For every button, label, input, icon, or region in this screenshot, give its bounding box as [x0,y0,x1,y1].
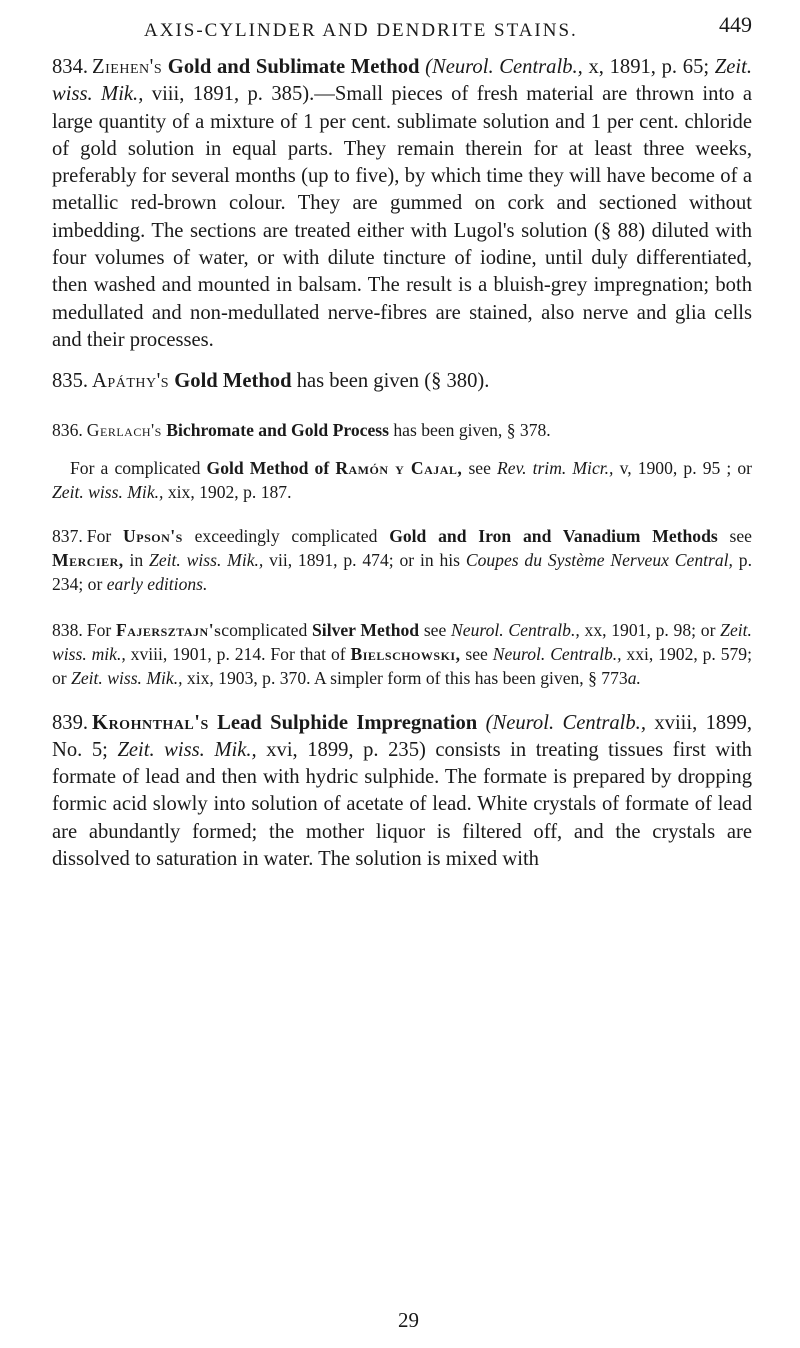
author-name: Gerlach's [86,419,162,440]
author-name: Mercier, [52,549,124,570]
signature-mark: 29 [398,1308,419,1332]
journal-reference: Neurol. Centralb., [451,619,580,640]
journal-reference: Zeit. wiss. mik., [52,619,752,664]
entry-number: 838. [52,619,83,640]
reference-detail: xviii, 1901, p. 214. For that of [130,643,346,664]
running-head-title: AXIS-CYLINDER AND DENDRITE STAINS. [144,20,578,41]
method-name: Gold Method [174,370,292,393]
running-head [52,12,752,54]
entry-839 [52,710,752,874]
entry-cajal-note [52,456,752,504]
page-number: 449 [719,12,752,37]
method-name: Lead Sulphide Impregnation [217,711,478,734]
book-title: Coupes du Système Nerveux Central, [465,549,733,570]
reference-detail: xviii, 1899, No. 5; [52,711,752,761]
journal-reference: Zeit. wiss. Mik., [52,481,164,502]
method-name: Gold and Sublimate Method [167,56,420,78]
entry-number: 839. [52,711,89,734]
entry-835 [52,368,752,395]
note-text: exceedingly complicated [194,525,378,546]
journal-reference: Zeit. wiss. Mik., [117,738,257,761]
entry-number: 834. [52,56,89,78]
note-text: see [423,619,447,640]
reference-detail: xvi, 1899, p. 235) [266,738,426,761]
reference-detail: vii, 1891, p. 474; or in his [269,549,460,570]
journal-reference: Neurol. Centralb., [492,643,622,664]
note-text: in [129,549,144,570]
note-text: see [729,525,752,546]
method-name: Gold Method of [206,457,330,478]
reference-detail: xx, 1901, p. 98; or [584,619,716,640]
book-page [52,12,753,873]
reference-detail: xix, 1903, p. 370. A simpler form of this has been given, § 773 [186,667,628,688]
author-name: Ziehen's [92,56,163,78]
entry-body: consists in treating tissues first with formate of lead and then with hydric sulphide. The formate is prepared by dropping formic acid slowly into solution of acetate of lead. White crystals of formate of lead are abundantly formed; the mother liquor is filtered off, and the crystals are dissolved to saturation in water. The solution is mixed with [52,738,752,871]
entry-834 [52,54,752,354]
journal-reference: (Neurol. Centralb., [425,56,583,78]
entry-838 [52,618,752,690]
reference-detail: viii, 1891, p. 385). [151,83,315,106]
author-name: Bielschowski, [350,643,461,664]
journal-reference: Zeit. wiss. Mik., [71,667,183,688]
author-name: Krohnthal's [92,711,209,734]
reference-detail: v, 1900, p. 95 ; or [619,457,753,478]
journal-reference: Zeit. wiss. Mik., [149,549,264,570]
entry-number: 836. [52,419,83,440]
note-text: see [465,643,488,664]
author-name: Apáthy's [92,370,170,393]
entry-837 [52,524,752,596]
note-text: early editions. [106,573,208,594]
method-name: Gold and Iron and Vanadium Methods [389,525,718,546]
note-text: For [86,619,112,640]
entry-body: has been given (§ 380). [296,370,490,393]
reference-detail: xix, 1902, p. 187. [167,481,292,502]
journal-reference: Rev. trim. Micr., [497,457,614,478]
entry-body: has been given, § 378. [393,419,551,440]
entry-number: 835. [52,370,89,393]
author-name: Ramón y Cajal, [335,457,463,478]
entry-number: 837. [52,525,83,546]
author-name: Upson's [123,525,183,546]
reference-detail: a. [627,667,641,688]
method-name: Bichromate and Gold Process [166,419,389,440]
note-text: For a complicated [70,457,201,478]
method-name: Silver Method [312,619,420,640]
journal-reference: Zeit. wiss. Mik., [52,56,752,106]
entry-836 [52,418,752,442]
note-text: For [86,525,112,546]
author-name: Fajersztajn's [116,619,222,640]
reference-detail: xxi, 1902, p. 579; or [52,643,752,688]
reference-detail: x, 1891, p. 65; [588,56,710,78]
note-text: see [468,457,491,478]
journal-reference: (Neurol. Centralb., [485,711,646,734]
reference-detail: p. 234; or [52,549,752,594]
entry-body: —Small pieces of fresh material are thrown into a large quantity of a mixture of 1 per cent. sublimate solution and 1 per cent. chloride of gold solution in equal parts. They remain therein for at least three weeks, preferably for several months (up to five), by which time they will have become of a metallic red-brown colour. They are gummed on cork and sectioned without imbedding. The sections are treated either with Lugol's solution (§ 88) diluted with four volumes of water, or with dilute tincture of iodine, until duly differentiated, then washed and mounted in balsam. The result is a bluish-grey impregnation; both medullated and non-medullated nerve-fibres are stained, also nerve and glia cells and their processes. [52,83,753,351]
note-text: complicated [221,619,308,640]
